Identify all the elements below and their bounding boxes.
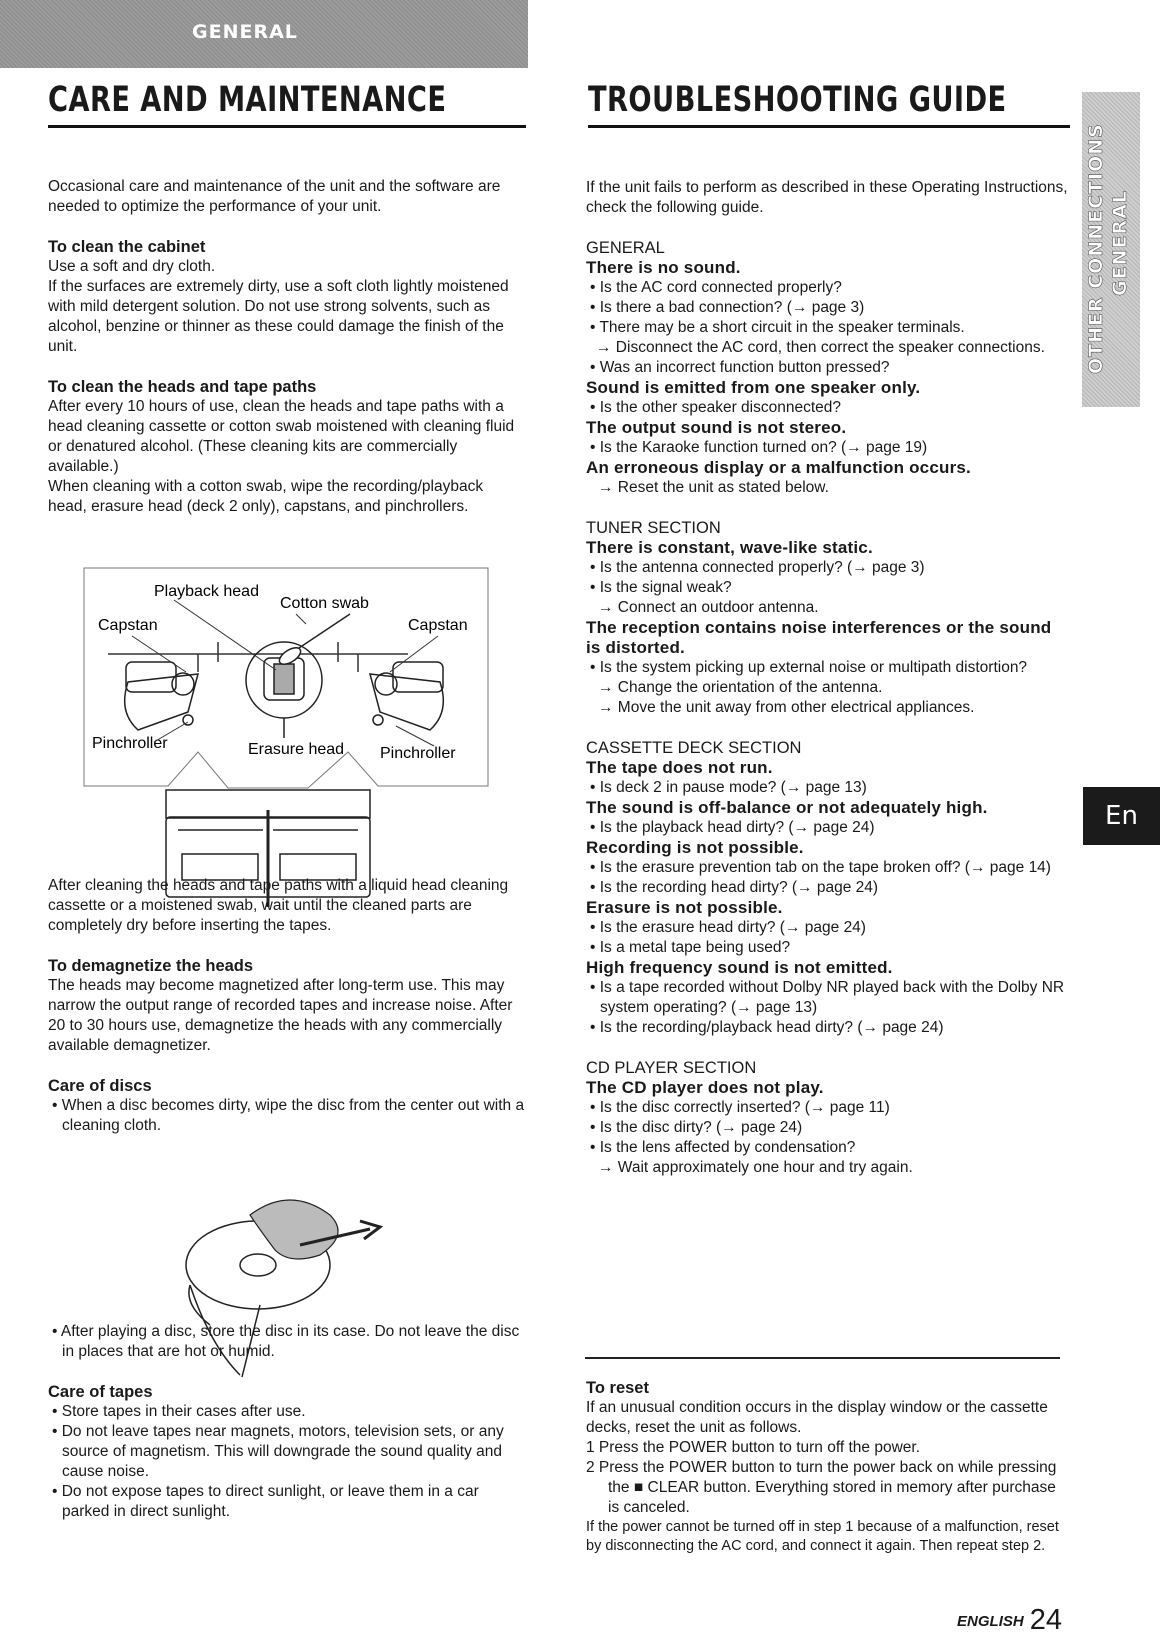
care-tapes-bullet-3: • Do not expose tapes to direct sunlight, or leave them in a car parked in direct sunlight. bbox=[52, 1483, 479, 1520]
check-ac-cord: • Is the AC cord connected properly? bbox=[590, 279, 842, 296]
symptom-noise-interference: The reception contains noise interferences or the sound is distorted. bbox=[586, 618, 1052, 657]
care-discs-bullet-1: • When a disc becomes dirty, wipe the disc from the center out with a cleaning cloth. bbox=[52, 1097, 525, 1134]
check-erasure-tab: • Is the erasure prevention tab on the tape broken off? (→ page 14) bbox=[590, 859, 1051, 876]
cassette-section-heading: CASSETTE DECK SECTION bbox=[586, 739, 802, 757]
general-section-heading: GENERAL bbox=[586, 239, 665, 257]
symptom-high-frequency: High frequency sound is not emitted. bbox=[586, 958, 893, 977]
clean-heads-text-1: After every 10 hours of use, clean the heads and tape paths with a head cleaning cassette or cotton swab moistened with cleaning fluid or denatured alcohol. (These cleaning kits are commercially available.) bbox=[48, 398, 515, 475]
clean-cabinet-heading: To clean the cabinet bbox=[48, 238, 206, 256]
demagnetize-text: The heads may become magnetized after long-term use. This may narrow the output range of recorded tapes and increase noise. After 20 to 30 hours use, demagnetize the heads with any commercially available demagnetizer. bbox=[48, 977, 513, 1054]
check-playback-head: • Is the playback head dirty? (→ page 24) bbox=[590, 819, 875, 836]
care-discs-bullet-2: • After playing a disc, store the disc in its case. Do not leave the disc in places that are hot or humid. bbox=[52, 1323, 520, 1360]
side-tab-other-connections: OTHER CONNECTIONS bbox=[1085, 123, 1107, 374]
symptom-no-sound: There is no sound. bbox=[586, 258, 741, 277]
care-tapes-bullet-2: • Do not leave tapes near magnets, motors, television sets, or any source of magnetism. This will downgrade the sound quality and cause noise. bbox=[52, 1423, 504, 1480]
deck-mechanism-frame bbox=[108, 642, 408, 672]
symptom-cd-not-play: The CD player does not play. bbox=[586, 1078, 824, 1097]
symptom-one-speaker: Sound is emitted from one speaker only. bbox=[586, 378, 921, 397]
page-footer bbox=[957, 1604, 1062, 1636]
care-discs-heading: Care of discs bbox=[48, 1077, 152, 1095]
care-intro: Occasional care and maintenance of the unit and the software are needed to optimize the performance of your unit. bbox=[48, 178, 501, 215]
cd-section-heading: CD PLAYER SECTION bbox=[586, 1059, 757, 1077]
check-pause-mode: • Is deck 2 in pause mode? (→ page 13) bbox=[590, 779, 867, 796]
cleaning-cloth bbox=[250, 1200, 338, 1259]
check-condensation: • Is the lens affected by condensation? bbox=[590, 1139, 856, 1156]
troubleshooting-title: TROUBLESHOOTING GUIDE bbox=[588, 80, 1007, 120]
reset-section bbox=[586, 1378, 1068, 1556]
symptom-not-stereo: The output sound is not stereo. bbox=[586, 418, 847, 437]
left-title-rule bbox=[48, 125, 526, 128]
symptom-tape-not-run: The tape does not run. bbox=[586, 758, 773, 777]
label-cotton-swab: Cotton swab bbox=[280, 595, 369, 612]
check-erasure-head: • Is the erasure head dirty? (→ page 24) bbox=[590, 919, 866, 936]
label-pinchroller-right: Pinchroller bbox=[380, 745, 456, 762]
clean-cabinet-text-1: Use a soft and dry cloth. bbox=[48, 258, 216, 275]
check-recording-head: • Is the recording head dirty? (→ page 24) bbox=[590, 879, 879, 896]
remedy-wait-hour: → Wait approximately one hour and try again. bbox=[598, 1159, 913, 1176]
label-erasure-head: Erasure head bbox=[248, 741, 345, 758]
after-cleaning-text: After cleaning the heads and tape paths with a liquid head cleaning cassette or a moistened swab, wait until the cleaned parts are completely dry before inserting the tapes. bbox=[48, 877, 509, 934]
symptom-erroneous-display: An erroneous display or a malfunction occurs. bbox=[586, 458, 971, 477]
check-metal-tape: • Is a metal tape being used? bbox=[590, 939, 791, 956]
remedy-antenna-orientation: → Change the orientation of the antenna. bbox=[598, 679, 883, 696]
label-pinchroller-left: Pinchroller bbox=[92, 735, 168, 752]
left-pinchroller-assembly bbox=[125, 662, 198, 730]
section-tab-general bbox=[0, 0, 528, 68]
label-capstan-right: Capstan bbox=[408, 617, 468, 634]
care-tapes-heading: Care of tapes bbox=[48, 1383, 153, 1401]
symptom-static: There is constant, wave-like static. bbox=[586, 538, 873, 557]
check-function-button: • Was an incorrect function button pressed? bbox=[590, 359, 890, 376]
troubleshooting-intro: If the unit fails to perform as described in these Operating Instructions, check the following guide. bbox=[586, 179, 1068, 216]
clean-heads-text-2: When cleaning with a cotton swab, wipe the recording/playback head, erasure head (deck 2 only), capstans, and pinchrollers. bbox=[48, 478, 484, 515]
label-playback-head: Playback head bbox=[154, 583, 259, 600]
language-tab-en: En bbox=[1083, 787, 1160, 845]
remedy-reset-unit: → Reset the unit as stated below. bbox=[598, 479, 829, 496]
right-title-rule bbox=[588, 125, 1070, 128]
demagnetize-heading: To demagnetize the heads bbox=[48, 957, 254, 975]
care-maintenance-title: CARE AND MAINTENANCE bbox=[48, 80, 447, 120]
remedy-move-unit: → Move the unit away from other electrical appliances. bbox=[598, 699, 975, 716]
remedy-disconnect-ac: → Disconnect the AC cord, then correct the speaker connections. bbox=[596, 339, 1045, 356]
reset-heading: To reset bbox=[586, 1379, 649, 1397]
tuner-section-heading: TUNER SECTION bbox=[586, 519, 721, 537]
reset-step-2: 2 Press the POWER button to turn the power back on while pressing the ■ CLEAR button. Everything stored in memory after purchase is canceled. bbox=[586, 1459, 1057, 1516]
check-disc-inserted: • Is the disc correctly inserted? (→ page 11) bbox=[590, 1099, 890, 1116]
section-tab-label: GENERAL bbox=[192, 21, 298, 43]
clean-heads-heading: To clean the heads and tape paths bbox=[48, 378, 317, 396]
check-karaoke: • Is the Karaoke function turned on? (→ page 19) bbox=[590, 439, 928, 456]
remedy-outdoor-antenna: → Connect an outdoor antenna. bbox=[598, 599, 819, 616]
care-column-middle bbox=[48, 876, 526, 1136]
symptom-recording-not-possible: Recording is not possible. bbox=[586, 838, 804, 857]
care-tapes-bullet-1: • Store tapes in their cases after use. bbox=[52, 1403, 306, 1420]
check-disc-dirty: • Is the disc dirty? (→ page 24) bbox=[590, 1119, 803, 1136]
care-column-bottom bbox=[48, 1322, 526, 1522]
check-antenna: • Is the antenna connected properly? (→ page 3) bbox=[590, 559, 925, 576]
check-speaker-disconnected: • Is the other speaker disconnected? bbox=[590, 399, 841, 416]
clean-cabinet-text-2: If the surfaces are extremely dirty, use a soft cloth lightly moistened with mild detergent solution. Do not use strong solvents, such as alcohol, benzine or thinner as these could damage the finish of the unit. bbox=[48, 278, 509, 355]
check-signal-weak: • Is the signal weak? bbox=[590, 579, 732, 596]
page-number: 24 bbox=[1029, 1604, 1062, 1636]
reset-divider bbox=[585, 1357, 1060, 1359]
label-capstan-left: Capstan bbox=[98, 617, 158, 634]
head-cleaning-diagram bbox=[78, 562, 498, 917]
side-tab-general: GENERAL bbox=[1109, 190, 1131, 296]
right-pinchroller-assembly bbox=[370, 662, 443, 730]
side-section-tab bbox=[1082, 92, 1140, 407]
reset-step-1: 1 Press the POWER button to turn off the power. bbox=[586, 1439, 920, 1456]
check-short-circuit: • There may be a short circuit in the speaker terminals. bbox=[590, 319, 965, 336]
check-rec-playback-head: • Is the recording/playback head dirty? (→ page 24) bbox=[590, 1019, 944, 1036]
symptom-erasure-not-possible: Erasure is not possible. bbox=[586, 898, 783, 917]
reset-intro: If an unusual condition occurs in the display window or the cassette decks, reset the unit as follows. bbox=[586, 1399, 1048, 1436]
check-external-noise: • Is the system picking up external noise or multipath distortion? bbox=[590, 659, 1028, 676]
check-dolby-nr: • Is a tape recorded without Dolby NR played back with the Dolby NR system operating? (→ page 13) bbox=[590, 979, 1065, 1016]
troubleshooting-column bbox=[586, 178, 1068, 1178]
cotton-swab bbox=[277, 614, 350, 668]
symptom-off-balance: The sound is off-balance or not adequately high. bbox=[586, 798, 988, 817]
disc-hole bbox=[240, 1254, 276, 1276]
footer-language: ENGLISH bbox=[957, 1613, 1024, 1630]
reset-note: If the power cannot be turned off in step 1 because of a malfunction, reset by disconnecting the AC cord, and connect it again. Then repeat step 2. bbox=[586, 1519, 1059, 1554]
check-bad-connection: • Is there a bad connection? (→ page 3) bbox=[590, 299, 865, 316]
care-column-top bbox=[48, 177, 526, 517]
